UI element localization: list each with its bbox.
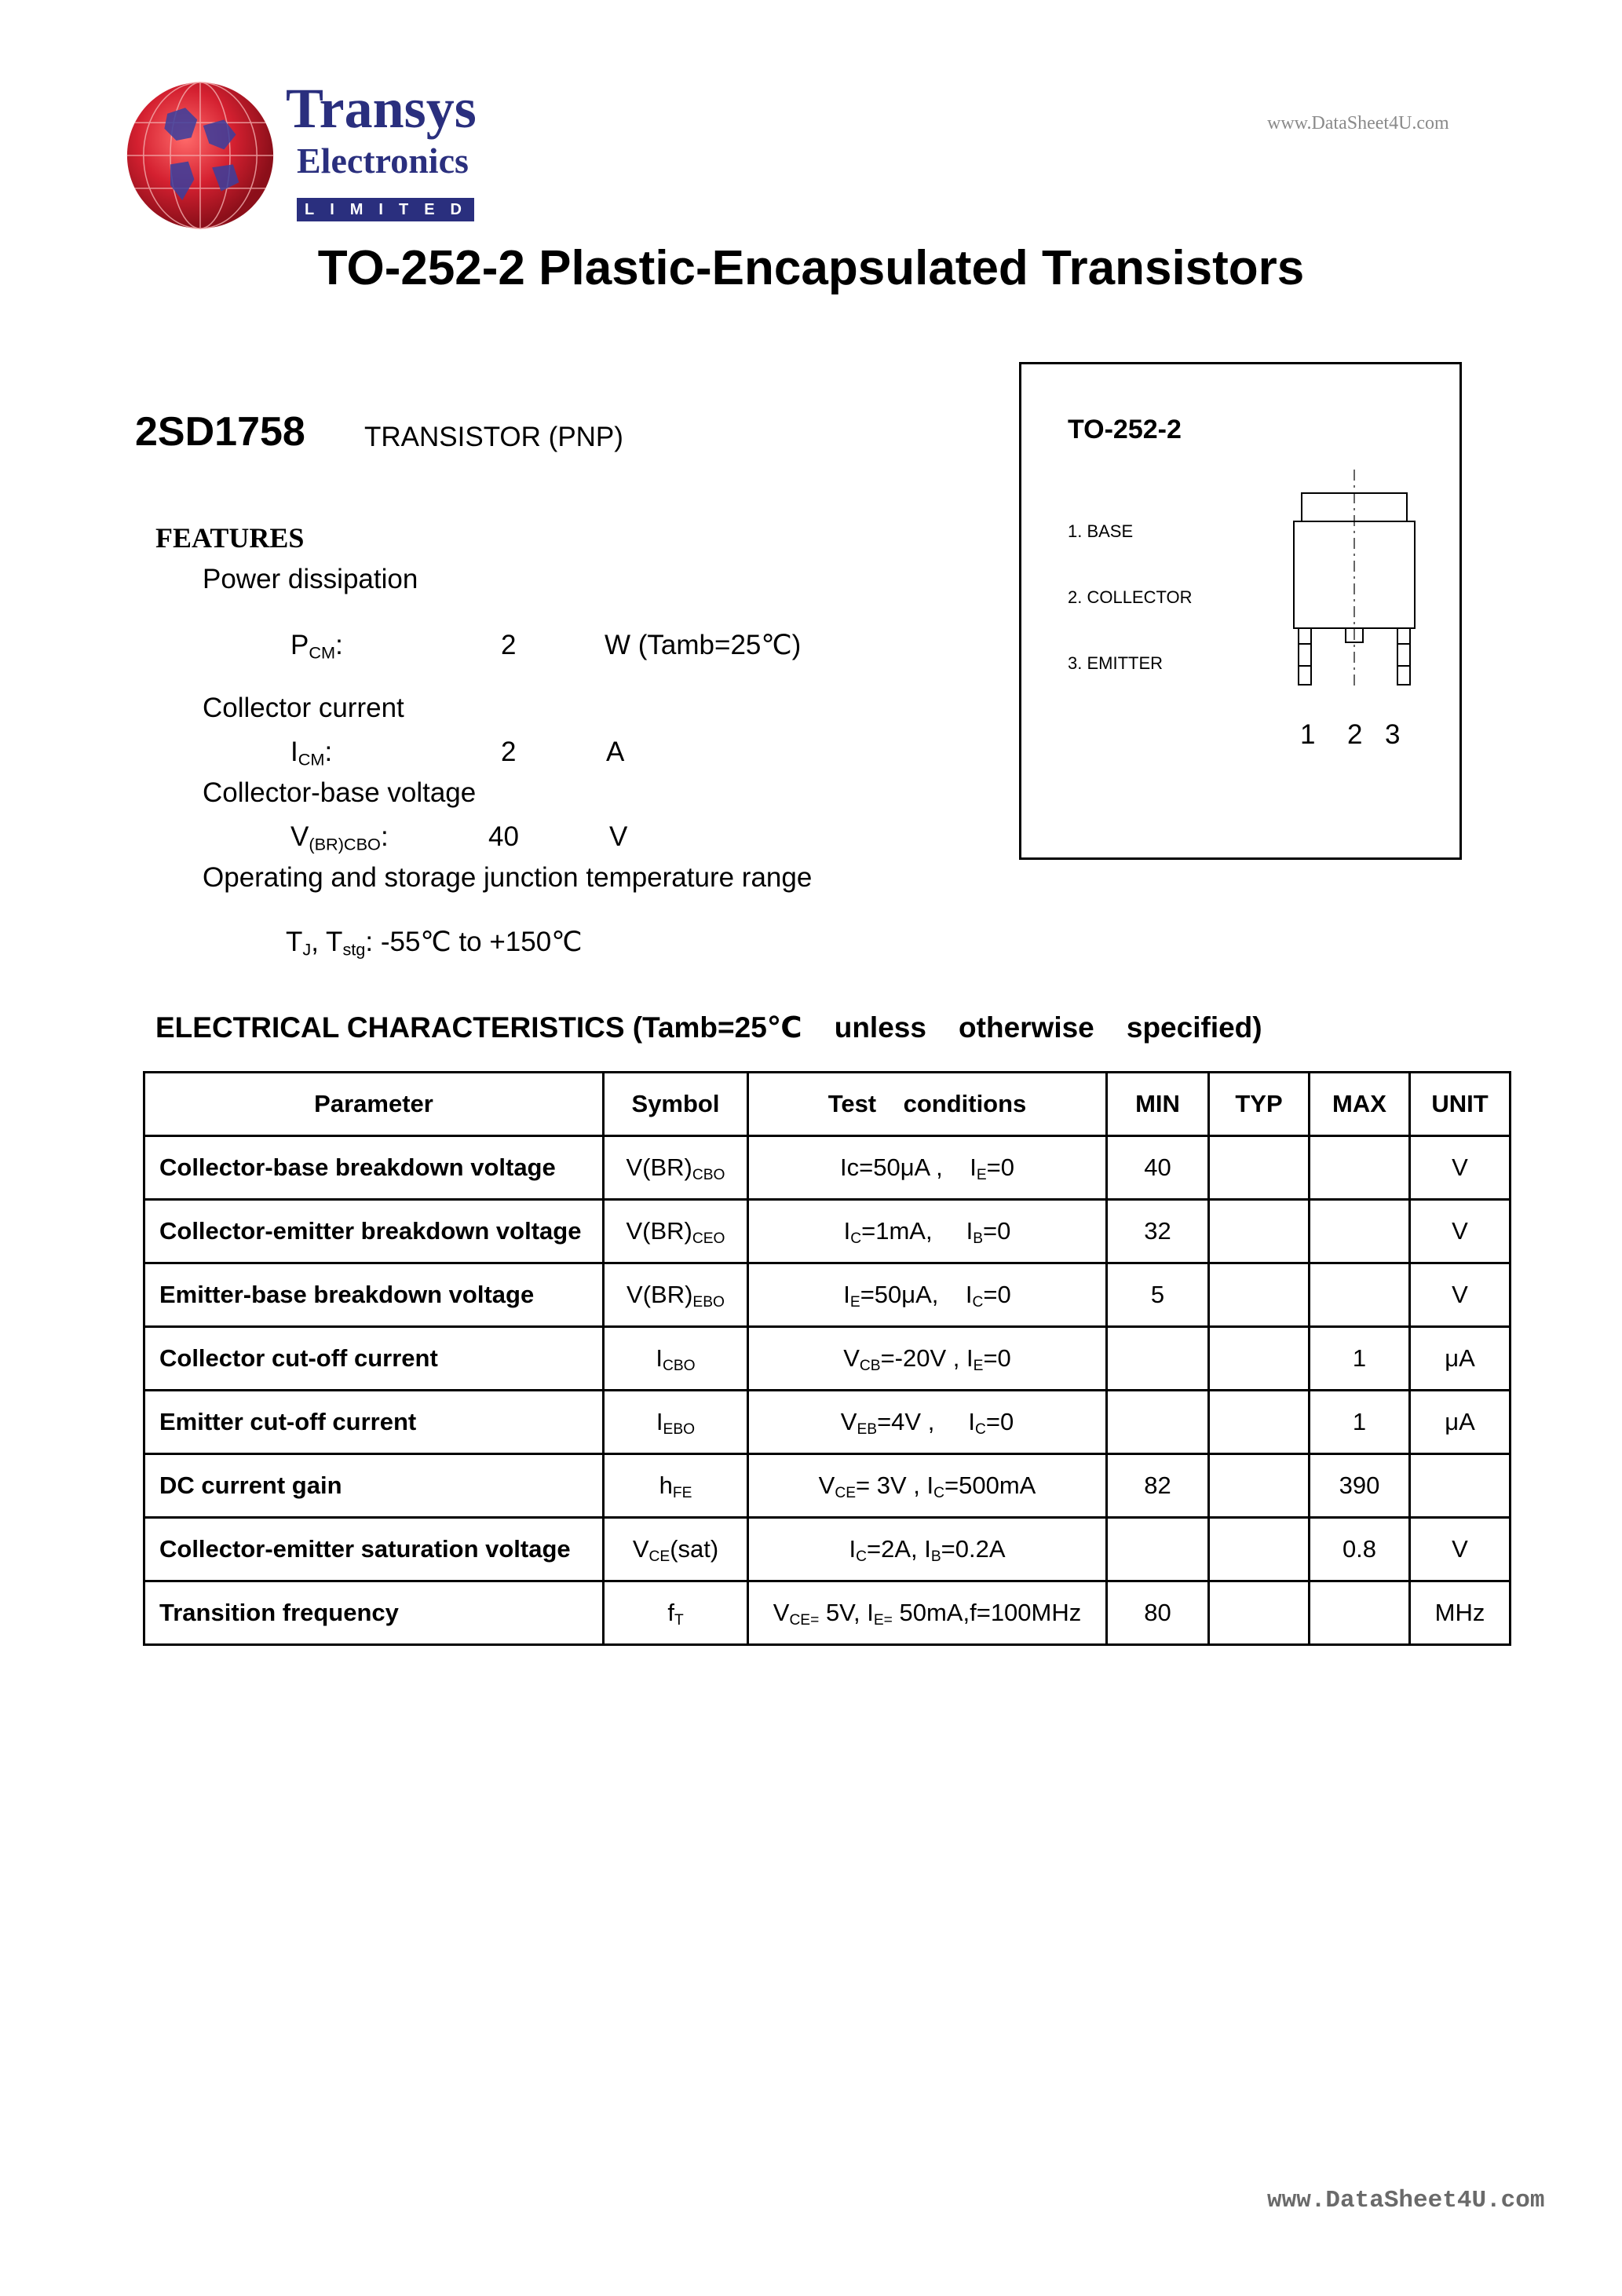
cell-min: 40: [1107, 1136, 1209, 1200]
col-header-typ: TYP: [1209, 1073, 1310, 1136]
icm-unit: A: [606, 737, 625, 767]
cell-test-conditions: $I_C=2A$, $I_B=0.2A$: [748, 1518, 1107, 1581]
table-row: [144, 1518, 1511, 1581]
cell-symbol: $V(BR)_{CBO}$: [604, 1136, 748, 1200]
cell-unit: V: [1410, 1518, 1511, 1581]
package-title: TO-252-2: [1068, 415, 1182, 444]
pin-number-2: 2: [1347, 719, 1363, 750]
cell-min: [1107, 1391, 1209, 1454]
cell-parameter: Collector-emitter saturation voltage: [144, 1518, 604, 1581]
table-row: [144, 1581, 1511, 1645]
pcm-value: 2: [501, 630, 517, 660]
col-header-test-conditions: Test conditions: [748, 1073, 1107, 1136]
cell-test-conditions: Ic=50μA , $I_E=0$: [748, 1136, 1107, 1200]
cell-symbol: $h_{FE}$: [604, 1454, 748, 1518]
cell-typ: [1209, 1391, 1310, 1454]
icm-value: 2: [501, 737, 517, 767]
features-heading: FEATURES: [155, 522, 305, 554]
pcm-symbol: $P_{CM}$:: [290, 630, 343, 663]
cell-typ: [1209, 1200, 1310, 1263]
cell-symbol: $V(BR)_{EBO}$: [604, 1263, 748, 1327]
collector-current-label: Collector current: [203, 693, 404, 723]
cell-max: 0.8: [1310, 1518, 1410, 1581]
cell-min: 80: [1107, 1581, 1209, 1645]
pcm-unit: W (Tamb=25℃): [605, 630, 802, 660]
cell-symbol: $V(BR)_{CEO}$: [604, 1200, 748, 1263]
cell-parameter: Collector-emitter breakdown voltage: [144, 1200, 604, 1263]
table-header-row: [144, 1073, 1511, 1136]
cell-symbol: $f_T$: [604, 1581, 748, 1645]
electrical-characteristics-heading: ELECTRICAL CHARACTERISTICS (Tamb=25℃ unless otherwise specified): [155, 1011, 1262, 1044]
col-header-unit: UNIT: [1410, 1073, 1511, 1136]
power-dissipation-label: Power dissipation: [203, 564, 418, 594]
cell-unit: V: [1410, 1136, 1511, 1200]
cell-test-conditions: $V_{CE=}$ 5V, $I_{E=}$ 50mA,f=100MHz: [748, 1581, 1107, 1645]
cell-test-conditions: $I_E=50\mu A$, $I_C=0$: [748, 1263, 1107, 1327]
cell-typ: [1209, 1518, 1310, 1581]
company-logo-globe: [126, 81, 275, 230]
cell-test-conditions: $V_{EB}=4V$ , $I_C=0$: [748, 1391, 1107, 1454]
cell-unit: V: [1410, 1200, 1511, 1263]
cell-symbol: $I_{EBO}$: [604, 1391, 748, 1454]
temperature-range-value: $T_J$, $T_{stg}$: -55℃ to +150℃: [286, 927, 583, 960]
cell-typ: [1209, 1136, 1310, 1200]
pin-number-3: 3: [1385, 719, 1401, 750]
vcbo-unit: V: [609, 821, 628, 852]
icm-symbol: $I_{CM}$:: [290, 737, 333, 770]
cell-parameter: Collector-base breakdown voltage: [144, 1136, 604, 1200]
page-title: TO-252-2 Plastic-Encapsulated Transistors: [317, 241, 1305, 295]
table-row: [144, 1391, 1511, 1454]
cell-min: 5: [1107, 1263, 1209, 1327]
cell-test-conditions: $V_{CB}=-20V$ , $I_E=0$: [748, 1327, 1107, 1391]
pin-label-emitter: 3. EMITTER: [1068, 653, 1164, 673]
brand-name: Transys: [286, 77, 477, 140]
cell-typ: [1209, 1263, 1310, 1327]
cell-unit: μA: [1410, 1391, 1511, 1454]
cell-min: [1107, 1518, 1209, 1581]
cell-typ: [1209, 1327, 1310, 1391]
col-header-symbol: Symbol: [604, 1073, 748, 1136]
cell-symbol: $I_{CBO}$: [604, 1327, 748, 1391]
cell-symbol: $V_{CE}(sat)$: [604, 1518, 748, 1581]
cell-unit: V: [1410, 1263, 1511, 1327]
cell-parameter: Emitter-base breakdown voltage: [144, 1263, 604, 1327]
cell-parameter: Emitter cut-off current: [144, 1391, 604, 1454]
table-row: [144, 1263, 1511, 1327]
cell-max: 390: [1310, 1454, 1410, 1518]
cell-max: [1310, 1263, 1410, 1327]
collector-base-voltage-label: Collector-base voltage: [203, 777, 477, 808]
watermark-link-bottom[interactable]: www.DataSheet4U.com: [1267, 2187, 1545, 2214]
cell-typ: [1209, 1454, 1310, 1518]
cell-min: 32: [1107, 1200, 1209, 1263]
cell-max: 1: [1310, 1327, 1410, 1391]
cell-parameter: DC current gain: [144, 1454, 604, 1518]
part-type: TRANSISTOR (PNP): [364, 422, 623, 452]
col-header-parameter: Parameter: [144, 1073, 604, 1136]
watermark-link-top[interactable]: www.DataSheet4U.com: [1267, 113, 1449, 133]
cell-test-conditions: $I_C=1mA$, $I_B=0$: [748, 1200, 1107, 1263]
pin-label-base: 1. BASE: [1068, 521, 1134, 541]
pin-label-collector: 2. COLLECTOR: [1068, 587, 1193, 607]
cell-max: [1310, 1581, 1410, 1645]
cell-test-conditions: $V_{CE}= 3V$ , $I_C=500mA$: [748, 1454, 1107, 1518]
col-header-min: MIN: [1107, 1073, 1209, 1136]
cell-unit: μA: [1410, 1327, 1511, 1391]
cell-max: [1310, 1136, 1410, 1200]
cell-typ: [1209, 1581, 1310, 1645]
part-number: 2SD1758: [135, 409, 305, 455]
col-header-max: MAX: [1310, 1073, 1410, 1136]
table-row: [144, 1327, 1511, 1391]
vcbo-value: 40: [488, 821, 519, 852]
cell-unit: [1410, 1454, 1511, 1518]
brand-tagline: LIMITED: [297, 198, 474, 221]
table-row: [144, 1136, 1511, 1200]
cell-parameter: Transition frequency: [144, 1581, 604, 1645]
electrical-characteristics-table: [143, 1071, 1511, 1646]
cell-max: 1: [1310, 1391, 1410, 1454]
cell-max: [1310, 1200, 1410, 1263]
pin-number-1: 1: [1300, 719, 1316, 750]
temperature-range-label: Operating and storage junction temperature range: [203, 862, 813, 893]
to252-package-icon: [1288, 470, 1421, 689]
cell-min: 82: [1107, 1454, 1209, 1518]
table-row: [144, 1200, 1511, 1263]
brand-subtitle: Electronics: [297, 141, 469, 181]
cell-parameter: Collector cut-off current: [144, 1327, 604, 1391]
vcbo-symbol: $V_{(BR)CBO}$:: [290, 821, 389, 854]
cell-unit: MHz: [1410, 1581, 1511, 1645]
table-row: [144, 1454, 1511, 1518]
cell-min: [1107, 1327, 1209, 1391]
